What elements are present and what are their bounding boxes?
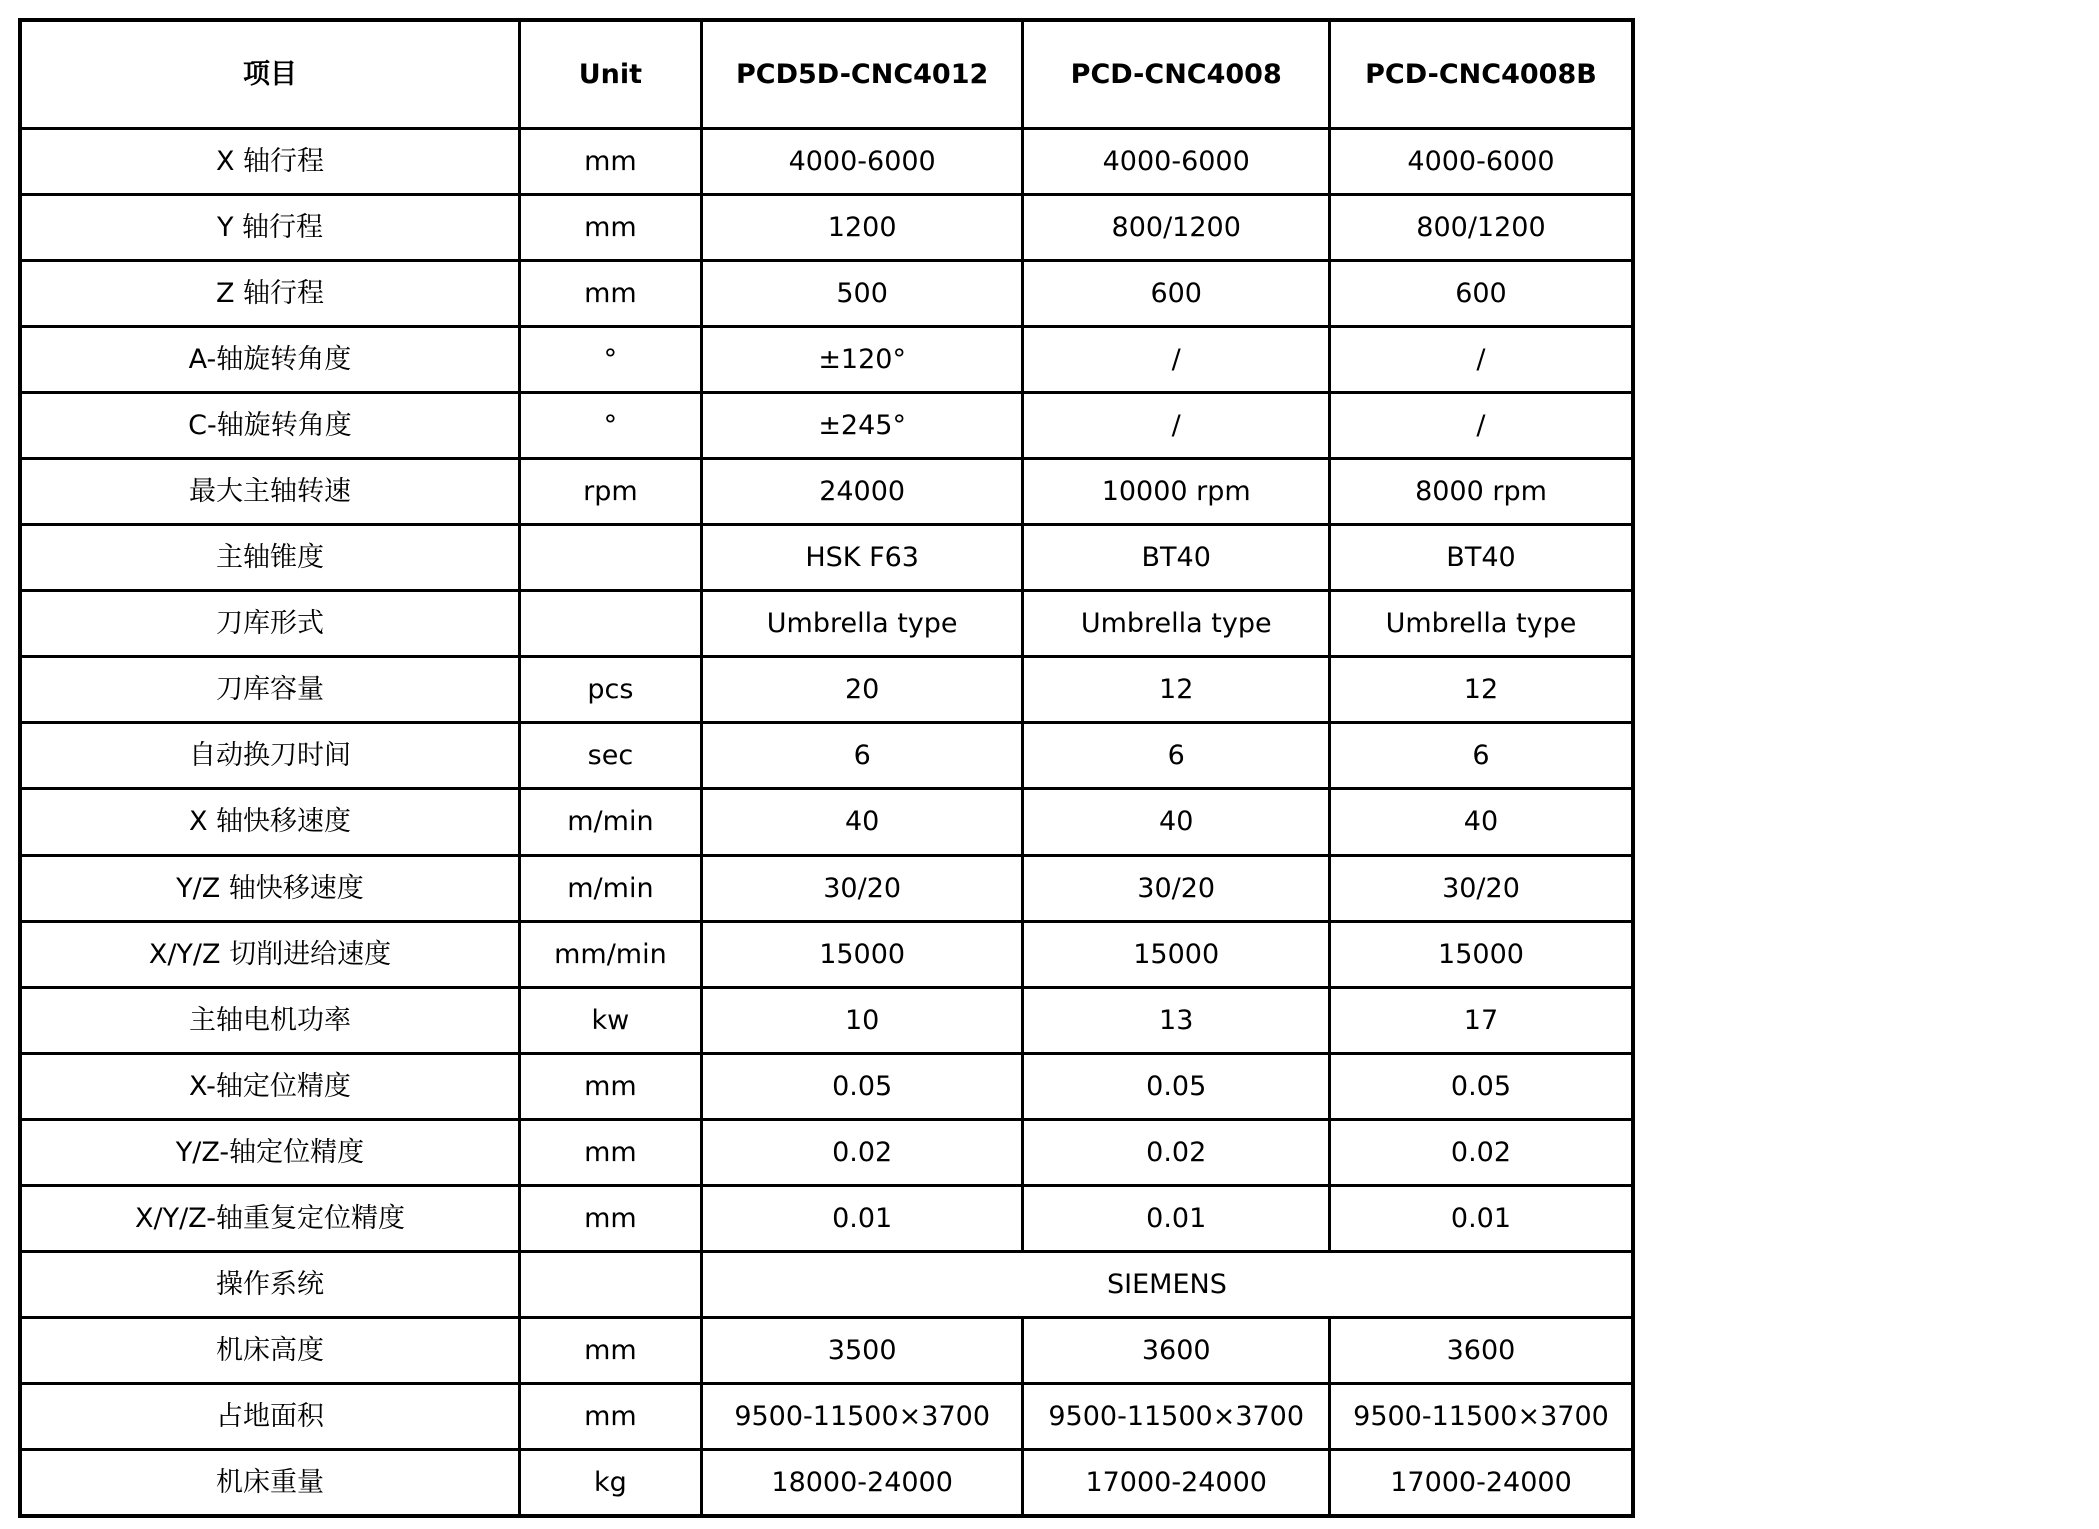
row-value-3: 9500-11500×3700 [1329, 1384, 1633, 1450]
row-value-3: 30/20 [1329, 855, 1633, 921]
row-value-2: 17000-24000 [1023, 1450, 1330, 1516]
table-row [20, 987, 1633, 1053]
row-value-3: 17000-24000 [1329, 1450, 1633, 1516]
row-label: X-轴定位精度 [20, 1053, 519, 1119]
row-value-3: 12 [1329, 657, 1633, 723]
table-row [20, 458, 1633, 524]
table-row [20, 1186, 1633, 1252]
row-value-1: 40 [701, 789, 1023, 855]
row-unit: m/min [519, 855, 701, 921]
header-model-3: PCD-CNC4008B [1329, 20, 1633, 128]
row-label: 主轴锥度 [20, 525, 519, 591]
row-value-1: HSK F63 [701, 525, 1023, 591]
row-label: Y/Z 轴快移速度 [20, 855, 519, 921]
row-value-1: 500 [701, 260, 1023, 326]
row-value-3: / [1329, 326, 1633, 392]
spec-table [18, 18, 1635, 1518]
row-value-merged: SIEMENS [701, 1252, 1633, 1318]
row-label: 机床重量 [20, 1450, 519, 1516]
row-label: X/Y/Z 切削进给速度 [20, 921, 519, 987]
row-value-3: Umbrella type [1329, 591, 1633, 657]
row-unit: mm [519, 260, 701, 326]
header-unit: Unit [519, 20, 701, 128]
row-value-1: 24000 [701, 458, 1023, 524]
row-value-2: 0.01 [1023, 1186, 1330, 1252]
row-value-1: 3500 [701, 1318, 1023, 1384]
table-row [20, 1450, 1633, 1516]
row-value-3: 8000 rpm [1329, 458, 1633, 524]
row-value-3: 3600 [1329, 1318, 1633, 1384]
row-value-2: 40 [1023, 789, 1330, 855]
row-unit [519, 525, 701, 591]
row-value-2: 4000-6000 [1023, 128, 1330, 194]
table-row [20, 723, 1633, 789]
row-label: A-轴旋转角度 [20, 326, 519, 392]
row-value-2: 13 [1023, 987, 1330, 1053]
row-value-3: 6 [1329, 723, 1633, 789]
header-model-1: PCD5D-CNC4012 [701, 20, 1023, 128]
row-value-2: 0.05 [1023, 1053, 1330, 1119]
row-value-1: 30/20 [701, 855, 1023, 921]
row-value-1: 10 [701, 987, 1023, 1053]
table-row [20, 921, 1633, 987]
row-unit [519, 1252, 701, 1318]
row-value-1: 4000-6000 [701, 128, 1023, 194]
table-row [20, 1053, 1633, 1119]
table-row [20, 789, 1633, 855]
row-value-3: BT40 [1329, 525, 1633, 591]
row-label: 自动换刀时间 [20, 723, 519, 789]
row-unit: mm [519, 1318, 701, 1384]
row-value-2: 3600 [1023, 1318, 1330, 1384]
table-row [20, 1384, 1633, 1450]
row-value-1: 6 [701, 723, 1023, 789]
table-row [20, 657, 1633, 723]
row-unit: m/min [519, 789, 701, 855]
row-value-2: 0.02 [1023, 1119, 1330, 1185]
row-value-2: 15000 [1023, 921, 1330, 987]
row-label: X/Y/Z-轴重复定位精度 [20, 1186, 519, 1252]
row-value-2: 800/1200 [1023, 194, 1330, 260]
row-value-2: 6 [1023, 723, 1330, 789]
table-row [20, 855, 1633, 921]
row-label: C-轴旋转角度 [20, 392, 519, 458]
row-value-3: 800/1200 [1329, 194, 1633, 260]
row-value-2: Umbrella type [1023, 591, 1330, 657]
table-row [20, 260, 1633, 326]
row-value-2: 9500-11500×3700 [1023, 1384, 1330, 1450]
table-row [20, 1252, 1633, 1318]
row-value-1: 1200 [701, 194, 1023, 260]
row-label: 刀库容量 [20, 657, 519, 723]
row-value-3: 0.05 [1329, 1053, 1633, 1119]
row-unit: ° [519, 326, 701, 392]
row-value-3: 40 [1329, 789, 1633, 855]
row-value-2: 600 [1023, 260, 1330, 326]
row-value-2: / [1023, 392, 1330, 458]
row-unit: mm [519, 128, 701, 194]
row-value-1: Umbrella type [701, 591, 1023, 657]
row-value-2: 30/20 [1023, 855, 1330, 921]
table-row [20, 1318, 1633, 1384]
row-value-2: 10000 rpm [1023, 458, 1330, 524]
row-label: X 轴行程 [20, 128, 519, 194]
row-value-2: / [1023, 326, 1330, 392]
row-unit: kw [519, 987, 701, 1053]
row-value-1: 0.01 [701, 1186, 1023, 1252]
row-label: 最大主轴转速 [20, 458, 519, 524]
row-value-3: 4000-6000 [1329, 128, 1633, 194]
row-value-3: 0.02 [1329, 1119, 1633, 1185]
row-value-3: 0.01 [1329, 1186, 1633, 1252]
row-value-3: 15000 [1329, 921, 1633, 987]
row-value-1: 15000 [701, 921, 1023, 987]
row-unit: mm/min [519, 921, 701, 987]
table-row [20, 525, 1633, 591]
table-row [20, 326, 1633, 392]
row-value-3: / [1329, 392, 1633, 458]
row-value-2: 12 [1023, 657, 1330, 723]
table-row [20, 392, 1633, 458]
table-row [20, 1119, 1633, 1185]
row-label: 刀库形式 [20, 591, 519, 657]
header-model-2: PCD-CNC4008 [1023, 20, 1330, 128]
table-row [20, 194, 1633, 260]
row-unit: kg [519, 1450, 701, 1516]
row-value-1: 9500-11500×3700 [701, 1384, 1023, 1450]
row-value-1: 20 [701, 657, 1023, 723]
row-value-1: 0.05 [701, 1053, 1023, 1119]
row-value-1: 18000-24000 [701, 1450, 1023, 1516]
row-unit: mm [519, 194, 701, 260]
row-label: Y/Z-轴定位精度 [20, 1119, 519, 1185]
header-row [20, 20, 1633, 128]
row-label: Y 轴行程 [20, 194, 519, 260]
row-unit: mm [519, 1186, 701, 1252]
row-unit: mm [519, 1053, 701, 1119]
row-unit: ° [519, 392, 701, 458]
row-value-1: 0.02 [701, 1119, 1023, 1185]
table-row [20, 128, 1633, 194]
row-label: X 轴快移速度 [20, 789, 519, 855]
row-unit: mm [519, 1119, 701, 1185]
row-unit [519, 591, 701, 657]
row-value-3: 17 [1329, 987, 1633, 1053]
table-row [20, 591, 1633, 657]
row-value-2: BT40 [1023, 525, 1330, 591]
row-value-1: ±120° [701, 326, 1023, 392]
row-label: 机床高度 [20, 1318, 519, 1384]
row-unit: sec [519, 723, 701, 789]
row-unit: pcs [519, 657, 701, 723]
row-unit: mm [519, 1384, 701, 1450]
row-label: 操作系统 [20, 1252, 519, 1318]
row-value-1: ±245° [701, 392, 1023, 458]
row-unit: rpm [519, 458, 701, 524]
row-label: 占地面积 [20, 1384, 519, 1450]
row-label: 主轴电机功率 [20, 987, 519, 1053]
row-label: Z 轴行程 [20, 260, 519, 326]
header-item: 项目 [20, 20, 519, 128]
row-value-3: 600 [1329, 260, 1633, 326]
